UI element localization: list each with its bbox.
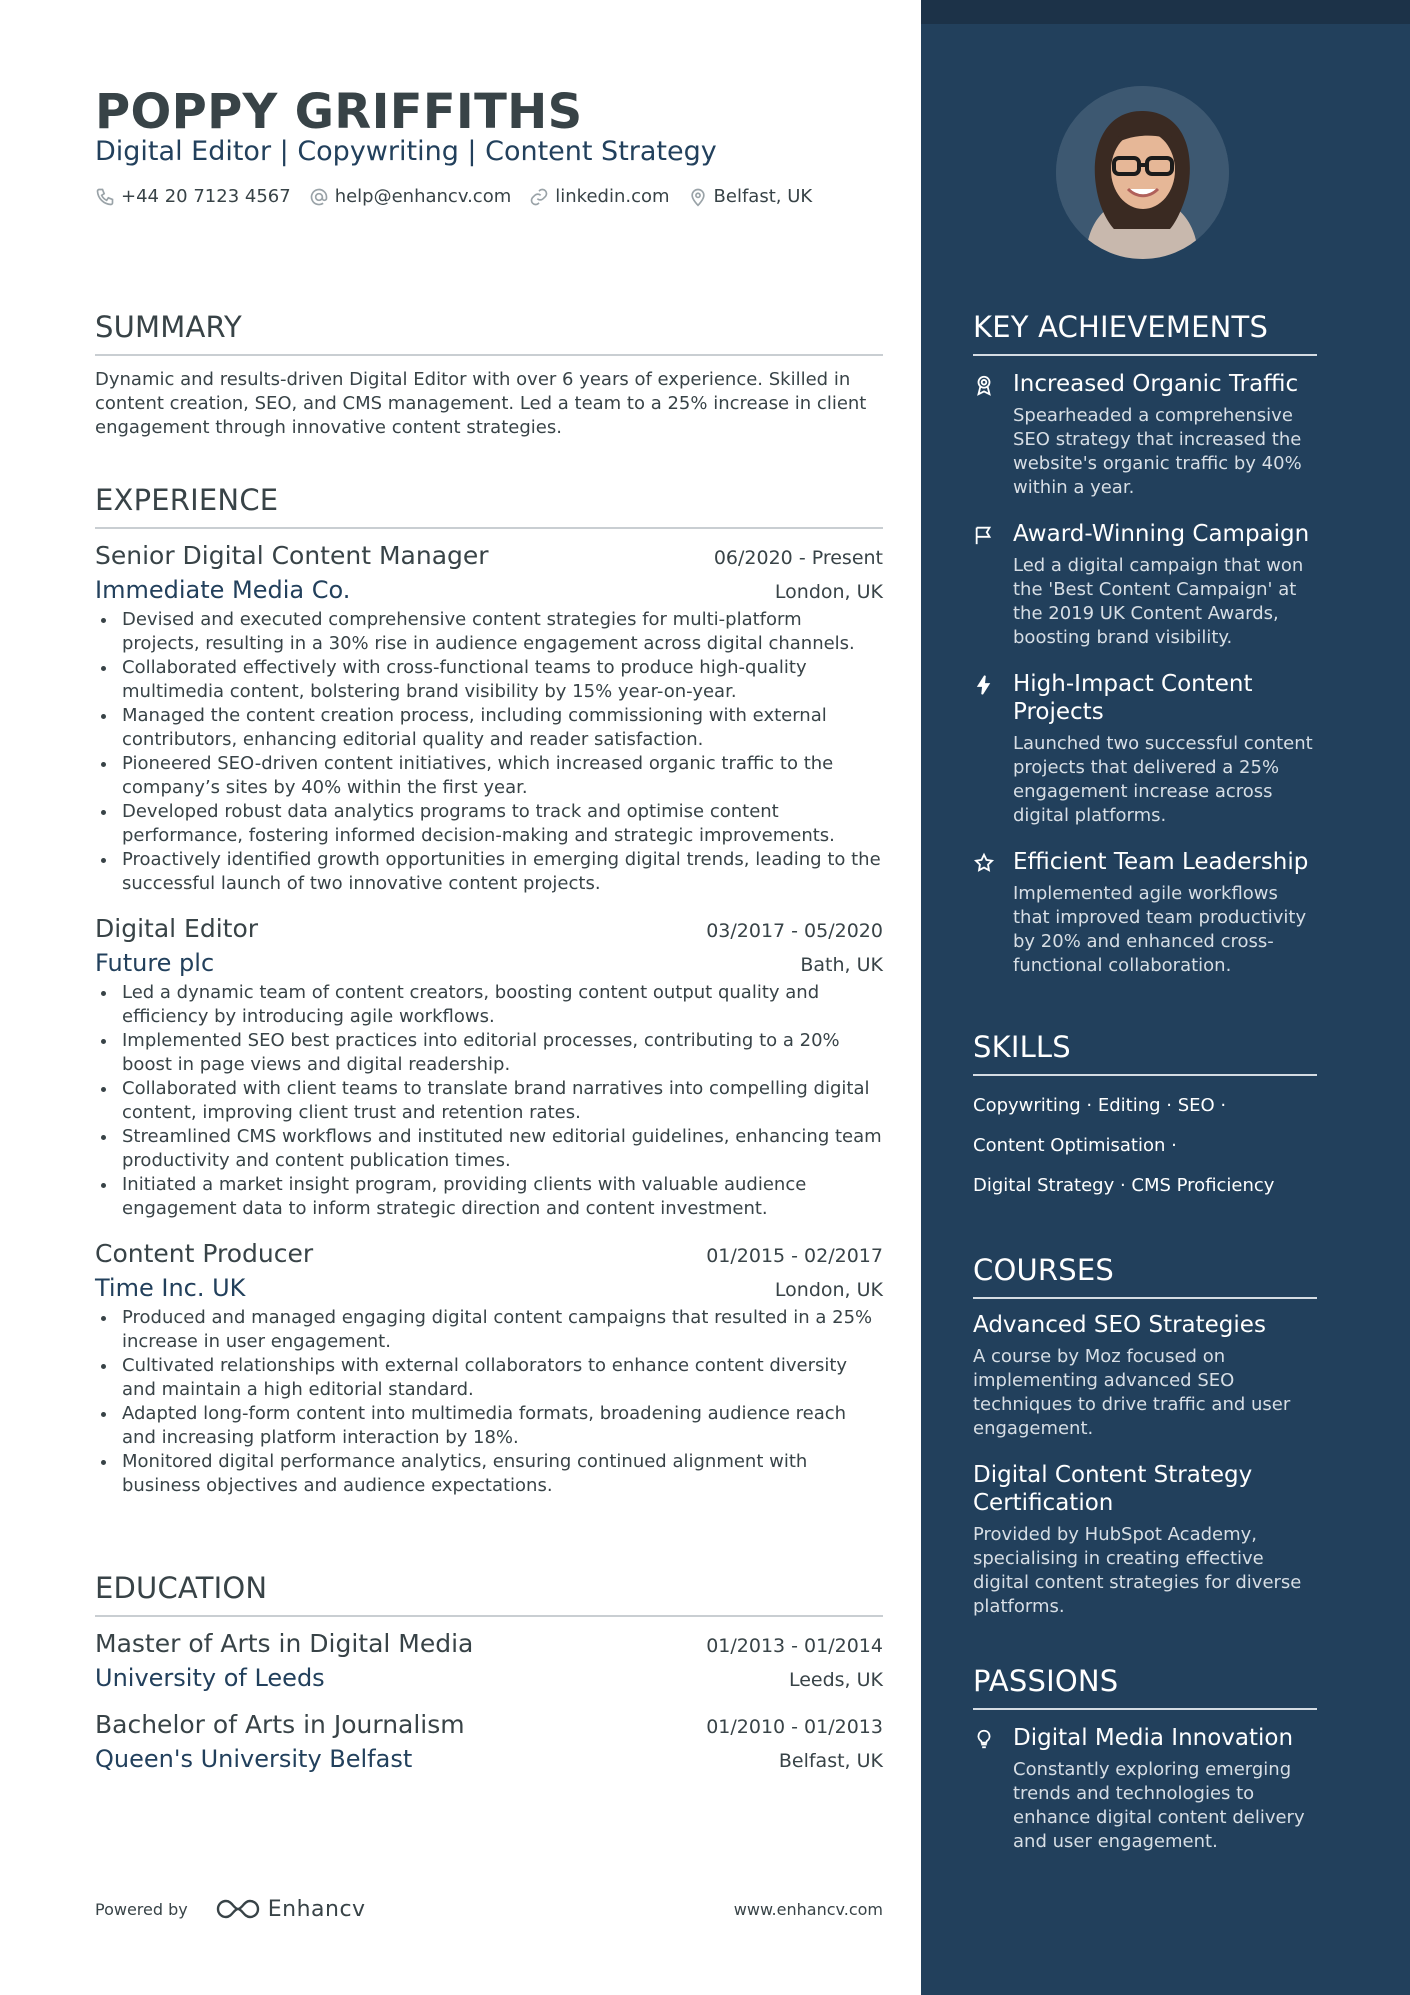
experience-section xyxy=(95,483,883,1498)
sidebar-top-band xyxy=(921,0,1410,24)
company-name: Time Inc. UK xyxy=(95,1274,246,1302)
course-description: A course by Moz focused on implementing advanced SEO techniques to drive traffic and user engagement. xyxy=(973,1346,1291,1439)
course-item xyxy=(973,1461,1317,1619)
job-bullets xyxy=(95,981,883,1221)
location-pin-icon xyxy=(688,187,708,207)
passion-description: Constantly exploring emerging trends and technologies to enhance digital content delivery and user engagement. xyxy=(1013,1759,1305,1852)
job-bullet: Streamlined CMS workflows and instituted new editorial guidelines, enhancing team productivity and content publication times. xyxy=(95,1125,883,1173)
school-location: Leeds, UK xyxy=(788,1669,883,1691)
course-description: Provided by HubSpot Academy, specialising in creating effective digital content strategies for diverse platforms. xyxy=(973,1524,1302,1617)
contact-location-text: Belfast, UK xyxy=(713,186,813,207)
job-bullet: Initiated a market insight program, providing clients with valuable audience engagement data to inform strategic direction and content investment. xyxy=(95,1173,883,1221)
education-entry xyxy=(95,1710,883,1773)
lightning-bolt-icon xyxy=(973,674,995,696)
achievement-description: Spearheaded a comprehensive SEO strategy that increased the website's organic traffic by 40% within a year. xyxy=(1013,405,1302,498)
education-section xyxy=(95,1571,883,1773)
skills-title: SKILLS xyxy=(973,1030,1317,1076)
job-bullet: Collaborated with client teams to translate brand narratives into compelling digital content, improving client trust and retention rates. xyxy=(95,1077,883,1125)
contact-email[interactable] xyxy=(309,186,512,207)
achievement-title: Increased Organic Traffic xyxy=(1013,371,1299,397)
job-bullet: Proactively identified growth opportunities in emerging digital trends, leading to the successful launch of two innovative content projects. xyxy=(95,848,883,896)
course-item xyxy=(973,1311,1317,1441)
course-title: Advanced SEO Strategies xyxy=(973,1312,1266,1338)
contact-phone-text: +44 20 7123 4567 xyxy=(121,186,291,207)
job-dates: 06/2020 - Present xyxy=(713,547,883,569)
job-title: Digital Editor xyxy=(95,914,259,943)
job-location: Bath, UK xyxy=(800,954,883,976)
company-name: Future plc xyxy=(95,949,215,977)
job-location: London, UK xyxy=(774,1279,883,1301)
headline: Digital Editor | Copywriting | Content Strategy xyxy=(95,136,717,167)
job-entry xyxy=(95,914,883,1221)
at-icon xyxy=(309,187,329,207)
summary-title: SUMMARY xyxy=(95,310,883,356)
main-column xyxy=(95,0,883,1995)
passion-item xyxy=(973,1724,1317,1854)
link-icon xyxy=(529,187,549,207)
summary-section xyxy=(95,310,883,440)
job-bullet: Monitored digital performance analytics, ensuring continued alignment with business objectives and audience expectations. xyxy=(95,1450,883,1498)
degree: Bachelor of Arts in Journalism xyxy=(95,1710,465,1739)
award-ribbon-icon xyxy=(973,374,995,396)
job-dates: 03/2017 - 05/2020 xyxy=(706,920,883,942)
phone-icon xyxy=(95,187,115,207)
candidate-name: POPPY GRIFFITHS xyxy=(95,84,583,140)
powered-by-label: Powered by xyxy=(95,1899,188,1919)
job-bullet: Pioneered SEO-driven content initiatives, which increased organic traffic to the company’s sites by 40% within the first year. xyxy=(95,752,883,800)
passions-section xyxy=(973,1664,1317,1854)
passion-title: Digital Media Innovation xyxy=(1013,1725,1294,1751)
enhancv-logo[interactable] xyxy=(214,1896,366,1922)
education-dates: 01/2010 - 01/2013 xyxy=(706,1716,883,1738)
skills-list xyxy=(973,1086,1317,1206)
achievements-section xyxy=(973,310,1317,978)
achievement-description: Led a digital campaign that won the 'Best Content Campaign' at the 2019 UK Content Awards, boosting brand visibility. xyxy=(1013,555,1304,648)
achievement-item xyxy=(973,520,1317,650)
skill-line: Digital Strategy · CMS Proficiency xyxy=(973,1175,1275,1196)
experience-title: EXPERIENCE xyxy=(95,483,883,529)
achievement-title: Award-Winning Campaign xyxy=(1013,521,1310,547)
profile-photo xyxy=(1056,86,1229,259)
achievement-item xyxy=(973,370,1317,500)
star-icon xyxy=(973,852,995,874)
contact-linkedin-text: linkedin.com xyxy=(555,186,670,207)
job-bullet: Developed robust data analytics programs to track and optimise content performance, fostering informed decision-making and strategic improvements. xyxy=(95,800,883,848)
education-dates: 01/2013 - 01/2014 xyxy=(706,1635,883,1657)
skill-line: Content Optimisation · xyxy=(973,1135,1177,1156)
job-bullet: Devised and executed comprehensive content strategies for multi-platform projects, resulting in a 30% rise in audience engagement across digital channels. xyxy=(95,608,883,656)
job-bullet: Managed the content creation process, including commissioning with external contributors, enhancing editorial quality and reader satisfaction. xyxy=(95,704,883,752)
job-bullet: Cultivated relationships with external collaborators to enhance content diversity and maintain a high editorial standard. xyxy=(95,1354,883,1402)
school-name: University of Leeds xyxy=(95,1664,325,1692)
achievement-item xyxy=(973,670,1317,828)
job-bullets xyxy=(95,608,883,896)
avatar xyxy=(1056,86,1229,259)
courses-section xyxy=(973,1253,1317,1619)
job-entry xyxy=(95,541,883,896)
contact-location xyxy=(688,186,813,207)
job-bullet: Led a dynamic team of content creators, boosting content output quality and efficiency by introducing agile workflows. xyxy=(95,981,883,1029)
lightbulb-icon xyxy=(973,1728,995,1750)
courses-title: COURSES xyxy=(973,1253,1317,1299)
company-name: Immediate Media Co. xyxy=(95,576,351,604)
enhancv-brand: Enhancv xyxy=(267,1896,366,1922)
enhancv-logo-icon xyxy=(214,1896,262,1922)
job-bullet: Adapted long-form content into multimedia formats, broadening audience reach and increasing platform interaction by 18%. xyxy=(95,1402,883,1450)
flag-icon xyxy=(973,524,995,546)
contact-email-text: help@enhancv.com xyxy=(334,186,512,207)
achievement-title: High-Impact Content Projects xyxy=(1013,671,1253,725)
footer xyxy=(95,1896,883,1922)
footer-website-link[interactable]: www.enhancv.com xyxy=(733,1899,883,1919)
job-entry xyxy=(95,1239,883,1498)
job-bullet: Collaborated effectively with cross-functional teams to produce high-quality multimedia content, bolstering brand visibility by 15% year-on-year. xyxy=(95,656,883,704)
achievement-description: Implemented agile workflows that improved team productivity by 20% and enhanced cross-functional collaboration. xyxy=(1013,883,1307,976)
contact-bar xyxy=(95,186,830,207)
job-title: Content Producer xyxy=(95,1239,314,1268)
skill-line: Copywriting · Editing · SEO · xyxy=(973,1095,1227,1116)
skills-section xyxy=(973,1030,1317,1206)
contact-linkedin[interactable] xyxy=(529,186,669,207)
contact-phone[interactable] xyxy=(95,186,291,207)
summary-text: Dynamic and results-driven Digital Editor with over 6 years of experience. Skilled in content creation, SEO, and CMS management. Led a team to a 25% increase in client engagement through innovative content strategies. xyxy=(95,369,867,438)
passions-title: PASSIONS xyxy=(973,1664,1317,1710)
school-name: Queen's University Belfast xyxy=(95,1745,413,1773)
education-entry xyxy=(95,1629,883,1692)
job-title: Senior Digital Content Manager xyxy=(95,541,489,570)
job-bullets xyxy=(95,1306,883,1498)
achievements-title: KEY ACHIEVEMENTS xyxy=(973,310,1317,356)
education-title: EDUCATION xyxy=(95,1571,883,1617)
sidebar xyxy=(921,0,1410,1995)
achievement-title: Efficient Team Leadership xyxy=(1013,849,1309,875)
job-bullet: Produced and managed engaging digital content campaigns that resulted in a 25% increase in user engagement. xyxy=(95,1306,883,1354)
degree: Master of Arts in Digital Media xyxy=(95,1629,474,1658)
job-bullet: Implemented SEO best practices into editorial processes, contributing to a 20% boost in page views and digital readership. xyxy=(95,1029,883,1077)
achievement-item xyxy=(973,848,1317,978)
achievement-description: Launched two successful content projects that delivered a 25% engagement increase across digital platforms. xyxy=(1013,733,1313,826)
school-location: Belfast, UK xyxy=(778,1750,883,1772)
job-dates: 01/2015 - 02/2017 xyxy=(706,1245,883,1267)
job-location: London, UK xyxy=(774,581,883,603)
course-title: Digital Content Strategy Certification xyxy=(973,1462,1253,1516)
